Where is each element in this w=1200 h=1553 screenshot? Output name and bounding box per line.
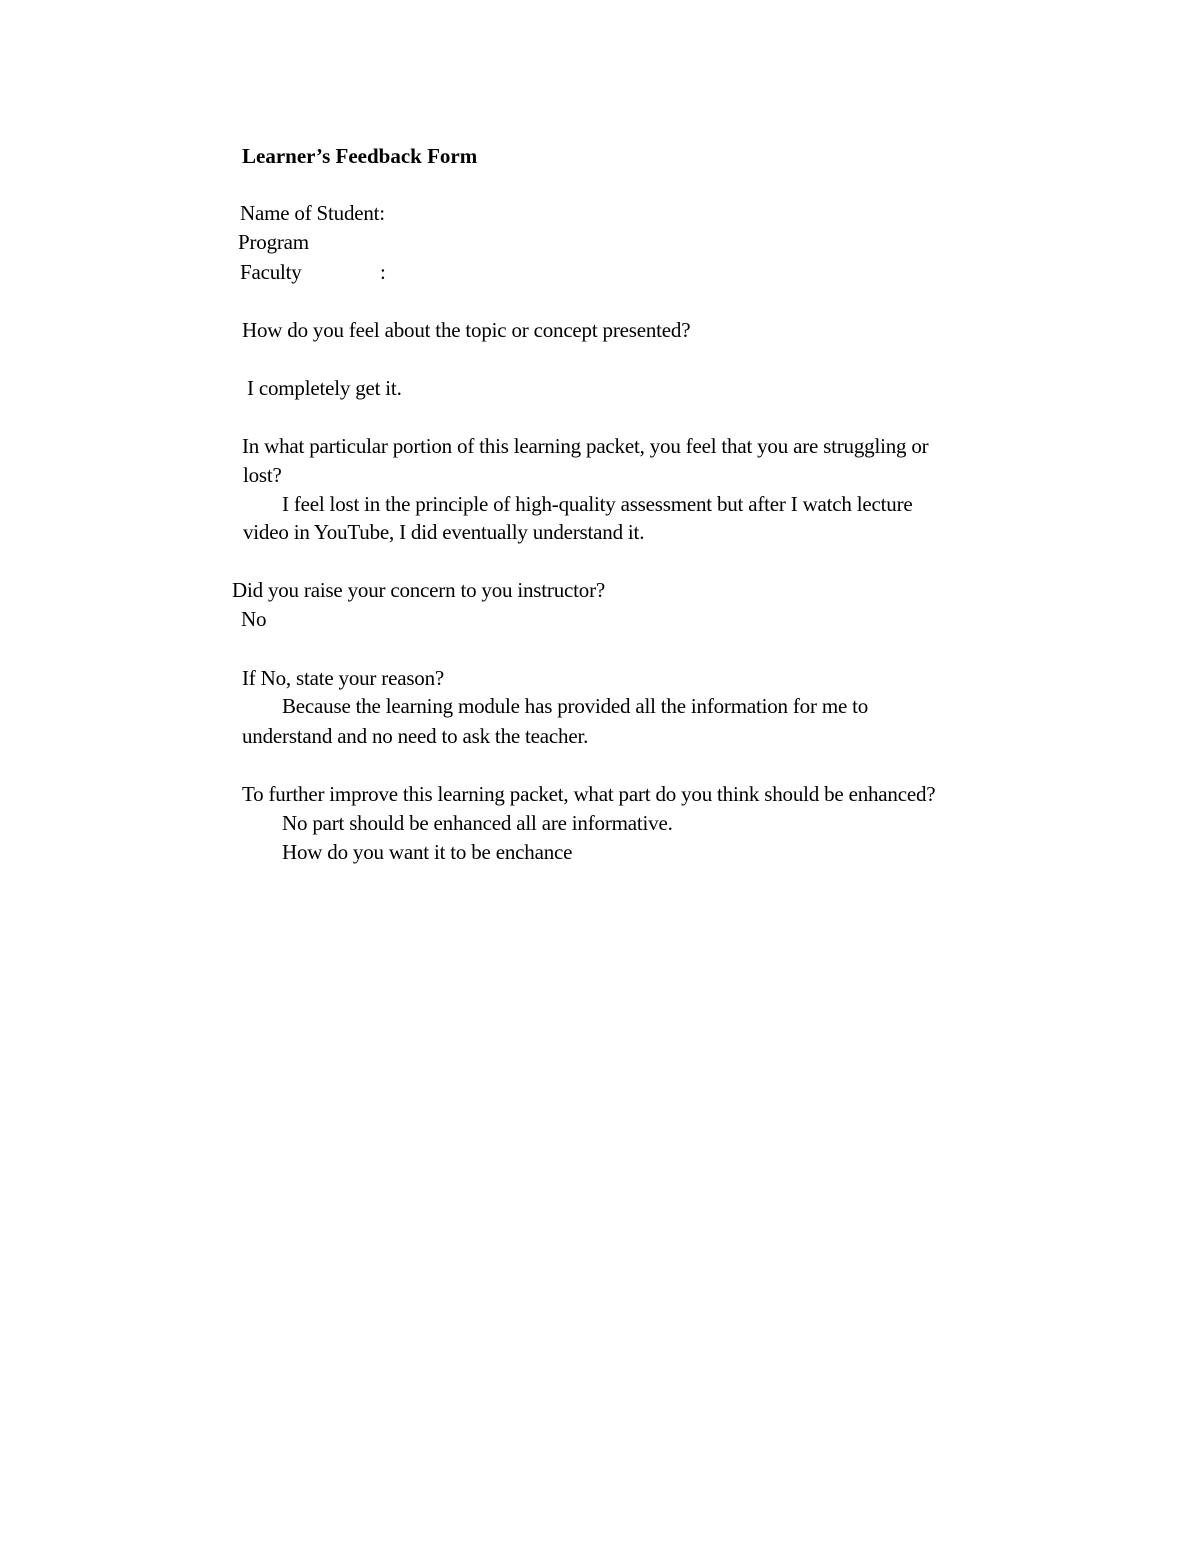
faculty-colon: :: [380, 260, 386, 284]
answer-improvement-followup: How do you want it to be enchance: [282, 840, 573, 864]
answer-improvement: No part should be enhanced all are informative.: [282, 811, 673, 835]
form-title: Learner’s Feedback Form: [242, 144, 478, 168]
answer-topic-feeling: I completely get it.: [247, 376, 402, 400]
question-raised-concern: Did you raise your concern to you instructor?: [232, 578, 605, 602]
question-topic-feeling: How do you feel about the topic or concept presented?: [242, 318, 691, 342]
answer-struggling-line2: video in YouTube, I did eventually understand it.: [243, 520, 645, 544]
question-improvement: To further improve this learning packet, what part do you think should be enhanced?: [242, 782, 936, 806]
name-of-student-label: Name of Student:: [240, 201, 385, 225]
program-label: Program: [238, 230, 309, 254]
answer-reason-line2: understand and no need to ask the teacher.: [242, 724, 589, 748]
answer-raised-concern: No: [241, 607, 267, 631]
answer-struggling-line1: I feel lost in the principle of high-quality assessment but after I watch lecture: [282, 492, 913, 516]
question-struggling-line1: In what particular portion of this learning packet, you feel that you are struggling or: [242, 434, 929, 458]
answer-reason-line1: Because the learning module has provided all the information for me to: [282, 694, 869, 718]
faculty-label: Faculty: [240, 260, 302, 284]
question-struggling-line2: lost?: [243, 463, 282, 487]
question-reason: If No, state your reason?: [242, 666, 445, 690]
